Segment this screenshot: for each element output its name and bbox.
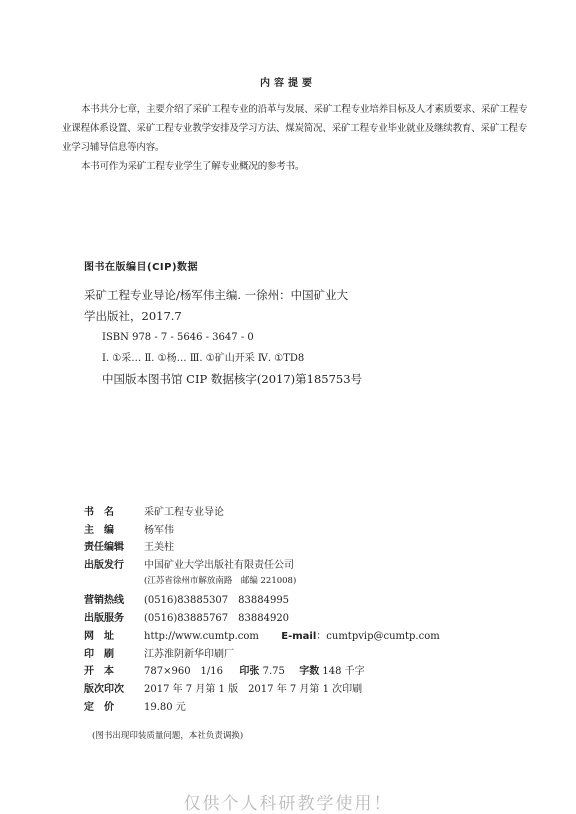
info-label: 书 名: [84, 507, 114, 518]
watermark-text: 仅供个人科研教学使用！: [183, 794, 393, 814]
info-label: 网 址: [84, 630, 114, 642]
info-label: 责任编辑: [84, 542, 124, 554]
info-value: 19.80 元: [144, 701, 186, 713]
info-row-sales-hotline: [84, 591, 524, 609]
info-value: 中国矿业大学出版社有限责任公司: [144, 560, 294, 572]
quality-note: (图书出现印装质量问题，本社负责调换): [92, 731, 244, 741]
info-label: 出版服务: [84, 613, 124, 625]
info-value: 王美柱: [144, 542, 174, 554]
info-row-edition: [84, 680, 524, 698]
info-row-editor: [84, 521, 524, 539]
info-row-publisher: [84, 556, 524, 574]
info-label: 主 编: [84, 524, 114, 536]
summary-paragraph-1: 本书共分七章，主要介绍了采矿工程专业的沿革与发展、采矿工程专业培养目标及人才素质要求、采矿工程专业课程体系设置、采矿工程专业教学安排及学习方法、煤炭简况、采矿工程专业毕业就业及继续教育、采矿工程专业学习辅导信息等内容。: [62, 104, 528, 153]
info-value: (江苏省徐州市解放南路 邮编 221008): [144, 575, 297, 586]
website-link[interactable]: http://www.cumtp.com: [144, 630, 259, 642]
info-label: 开 本: [84, 666, 114, 678]
cip-lines: [84, 285, 504, 390]
word-count-label: 字数: [299, 666, 320, 678]
info-value: 江苏淮阴新华印刷厂: [144, 648, 234, 660]
info-row-address: [84, 574, 524, 592]
cip-classification: Ⅰ. ①采… Ⅱ. ①杨… Ⅲ. ①矿山开采 Ⅳ. ①TD8: [102, 353, 305, 364]
email-value[interactable]: ：cumtpvip@cumtp.com: [316, 630, 440, 642]
print-sheet-value: 7.75: [262, 666, 285, 678]
info-value: 杨军伟: [144, 524, 174, 536]
info-label: 出版发行: [84, 560, 124, 572]
info-value: 2017 年 7 月第 1 版 2017 年 7 月第 1 次印刷: [144, 683, 363, 695]
info-row-title: [84, 503, 524, 521]
print-sheet-label: 印张: [239, 666, 260, 678]
info-value: (0516)83885767 83884920: [144, 613, 290, 625]
cip-title-line: 采矿工程专业导论/杨军伟主编. 一徐州：中国矿业大: [84, 288, 349, 302]
cip-publisher-line: 学出版社，2017.7: [84, 309, 182, 323]
info-label: 印 刷: [84, 648, 114, 660]
info-value: 787×960 1/16 印张 7.75 字数 148 千字: [144, 666, 365, 678]
email-label: E-mail: [281, 630, 317, 642]
info-row-format: [84, 662, 524, 680]
cip-heading: 图书在版编目(CIP)数据: [84, 262, 199, 273]
publication-info: [84, 503, 524, 715]
summary-paragraph-2: 本书可作为采矿工程专业学生了解专业概况的参考书。: [81, 161, 305, 172]
info-row-price: [84, 698, 524, 716]
summary-title: 内容提要: [260, 78, 316, 89]
summary-body: [62, 100, 534, 176]
info-row-website: [84, 627, 524, 645]
info-row-responsible-editor: [84, 538, 524, 556]
info-value: (0516)83885307 83884995: [144, 595, 290, 607]
cip-block: [84, 258, 504, 390]
info-label: 版次印次: [84, 683, 124, 695]
word-count-value: 148 千字: [322, 666, 365, 678]
cip-record: 中国版本图书馆 CIP 数据核字(2017)第185753号: [102, 372, 363, 386]
info-label: 营销热线: [84, 595, 124, 607]
info-value: [144, 627, 440, 642]
cip-isbn: ISBN 978 - 7 - 5646 - 3647 - 0: [102, 332, 254, 343]
info-row-printer: [84, 645, 524, 663]
info-value: 采矿工程专业导论: [144, 507, 224, 518]
info-label: 定 价: [84, 701, 114, 713]
info-row-publishing-service: [84, 609, 524, 627]
